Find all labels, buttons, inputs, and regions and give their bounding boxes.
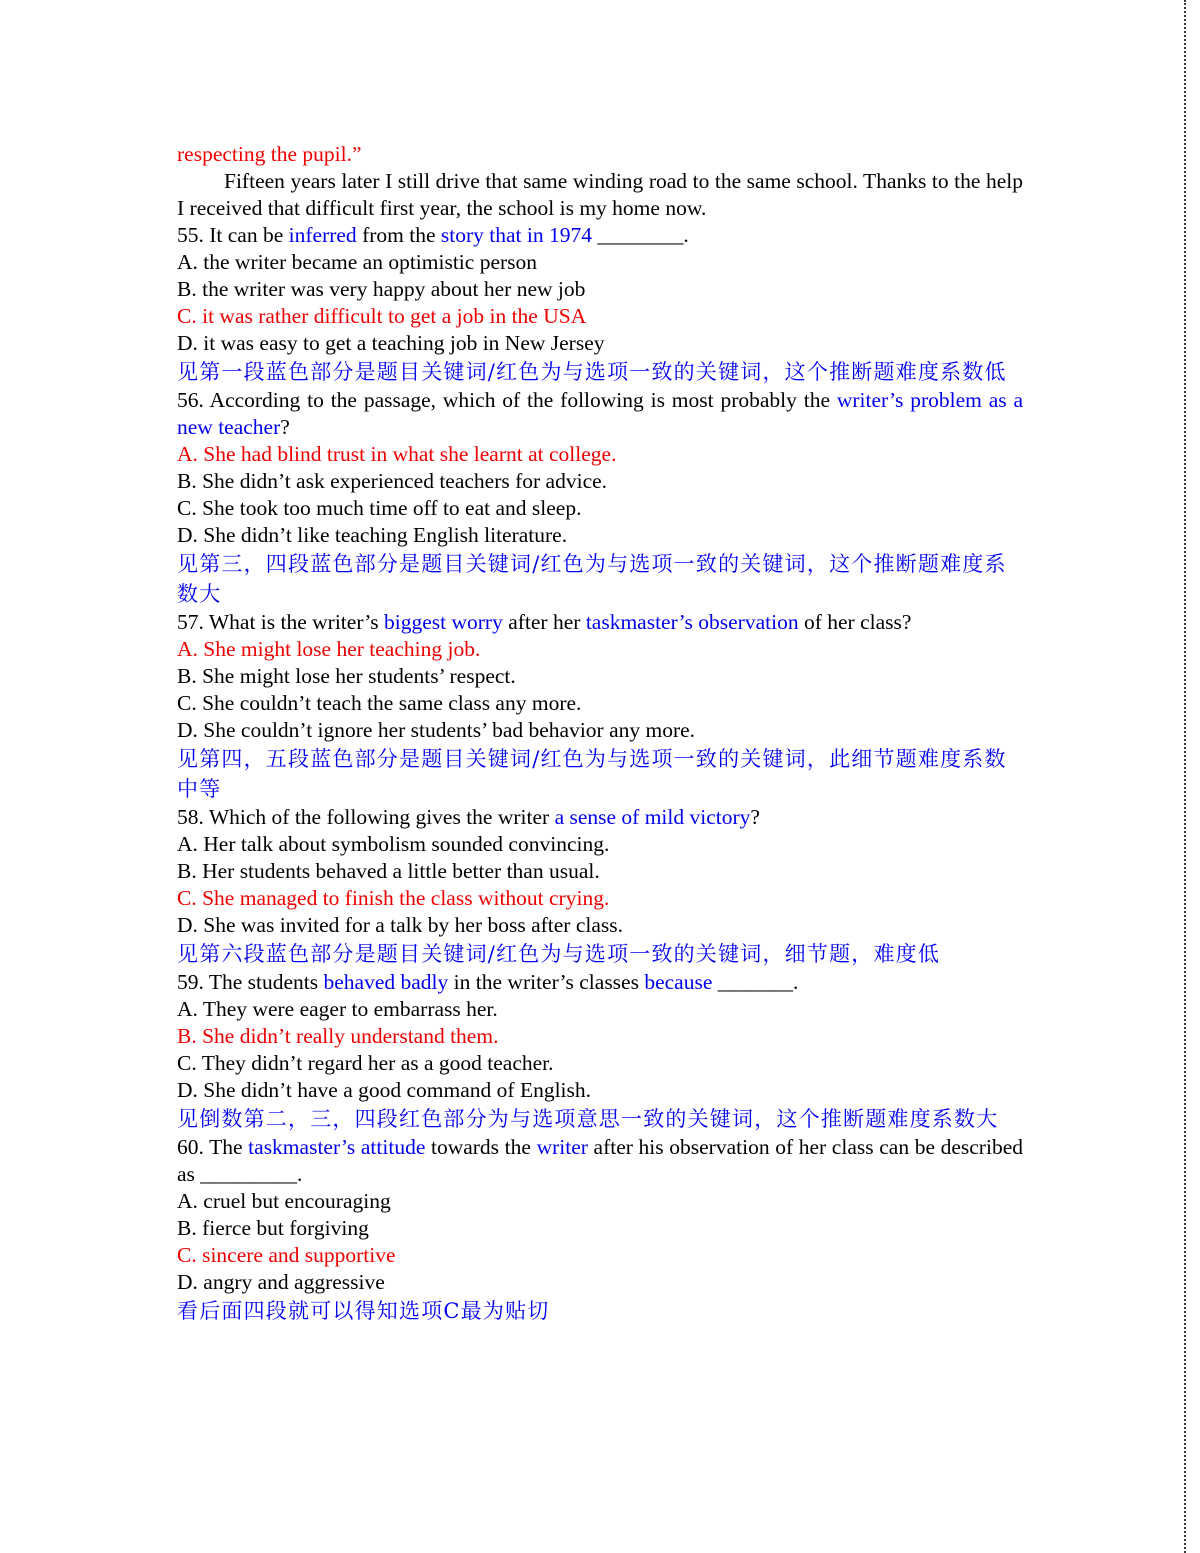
stem-text: ? (750, 805, 760, 829)
answer-option-correct: B. She didn’t really understand them. (177, 1024, 499, 1048)
question-stem (177, 804, 1023, 831)
answer-option-correct: A. She might lose her teaching job. (177, 637, 481, 661)
keyword-highlight: behaved badly (323, 970, 449, 994)
answer-option: B. fierce but forgiving (177, 1216, 369, 1240)
question-block (177, 222, 1023, 387)
answer-option-correct: A. She had blind trust in what she learnt at college. (177, 442, 617, 466)
answer-option: B. She didn’t ask experienced teachers for advice. (177, 469, 608, 493)
explanation-note: 见第三，四段蓝色部分是题目关键词/红色为与选项一致的关键词，这个推断题难度系数大 (177, 552, 1007, 606)
question-stem (177, 1134, 1023, 1188)
answer-option: D. it was easy to get a teaching job in New Jersey (177, 331, 605, 355)
question-stem (177, 609, 1023, 636)
keyword-highlight: taskmaster’s attitude (248, 1135, 426, 1159)
question-block (177, 609, 1023, 804)
answer-option: D. angry and aggressive (177, 1270, 385, 1294)
question-block (177, 387, 1023, 609)
keyword-highlight: taskmaster’s observation (585, 610, 799, 634)
answer-option-correct: C. it was rather difficult to get a job in the USA (177, 304, 587, 328)
explanation-note: 见倒数第二，三，四段红色部分为与选项意思一致的关键词，这个推断题难度系数大 (177, 1107, 999, 1131)
stem-text: 60. The (177, 1135, 249, 1159)
passage-line: respecting the pupil.” (177, 142, 362, 166)
answer-option: D. She didn’t like teaching English literature. (177, 523, 568, 547)
explanation-note: 见第六段蓝色部分是题目关键词/红色为与选项一致的关键词，细节题，难度低 (177, 942, 941, 966)
keyword-highlight: biggest worry (384, 610, 503, 634)
question-block (177, 969, 1023, 1134)
stem-text: 55. It can be (177, 223, 289, 247)
stem-text: ? (280, 415, 290, 439)
document-page (177, 141, 1023, 1326)
question-stem (177, 969, 1023, 996)
answer-option: D. She didn’t have a good command of English. (177, 1078, 592, 1102)
answer-option: B. the writer was very happy about her new job (177, 277, 586, 301)
keyword-highlight: writer (536, 1135, 588, 1159)
answer-option: C. She couldn’t teach the same class any more. (177, 691, 582, 715)
stem-text: towards the (425, 1135, 537, 1159)
answer-option: C. She took too much time off to eat and sleep. (177, 496, 582, 520)
stem-text: from the (356, 223, 441, 247)
answer-option-correct: C. She managed to finish the class without crying. (177, 886, 610, 910)
answer-option-correct: C. sincere and supportive (177, 1243, 396, 1267)
stem-text: of her class? (798, 610, 912, 634)
stem-text: 59. The students (177, 970, 324, 994)
answer-option: D. She couldn’t ignore her students’ bad behavior any more. (177, 718, 696, 742)
question-stem (177, 222, 1023, 249)
stem-text: 56. According to the passage, which of the following is most probably the (177, 388, 837, 412)
answer-option: B. She might lose her students’ respect. (177, 664, 516, 688)
stem-text: _______. (712, 970, 799, 994)
answer-option: B. Her students behaved a little better than usual. (177, 859, 600, 883)
explanation-note: 见第一段蓝色部分是题目关键词/红色为与选项一致的关键词，这个推断题难度系数低 (177, 360, 1007, 384)
explanation-note: 见第四，五段蓝色部分是题目关键词/红色为与选项一致的关键词，此细节题难度系数中等 (177, 747, 1007, 801)
keyword-highlight: a sense of mild victory (554, 805, 751, 829)
question-block (177, 804, 1023, 969)
question-stem (177, 387, 1023, 441)
page-edge-line (1184, 0, 1186, 1553)
answer-option: A. the writer became an optimistic person (177, 250, 538, 274)
answer-option: A. Her talk about symbolism sounded convincing. (177, 832, 610, 856)
keyword-highlight: writer’s problem as a new teacher (177, 388, 1023, 439)
stem-text: after his observation of her class can be described as _________. (177, 1135, 1023, 1186)
passage-paragraph: Fifteen years later I still drive that same winding road to the same school. Thanks to the help I received that difficult first year, the school is my home now. (177, 169, 1023, 220)
answer-option: A. They were eager to embarrass her. (177, 997, 498, 1021)
stem-text: 57. What is the writer’s (177, 610, 385, 634)
stem-text: after her (502, 610, 586, 634)
answer-option: A. cruel but encouraging (177, 1189, 391, 1213)
stem-text: ________. (591, 223, 689, 247)
keyword-highlight: story that in 1974 (440, 223, 592, 247)
question-list (177, 222, 1023, 1326)
explanation-note: 看后面四段就可以得知选项C最为贴切 (177, 1299, 550, 1323)
keyword-highlight: because (644, 970, 713, 994)
answer-option: D. She was invited for a talk by her boss after class. (177, 913, 624, 937)
answer-option: C. They didn’t regard her as a good teacher. (177, 1051, 554, 1075)
keyword-highlight: inferred (288, 223, 357, 247)
stem-text: in the writer’s classes (448, 970, 645, 994)
question-block (177, 1134, 1023, 1326)
stem-text: 58. Which of the following gives the writer (177, 805, 555, 829)
